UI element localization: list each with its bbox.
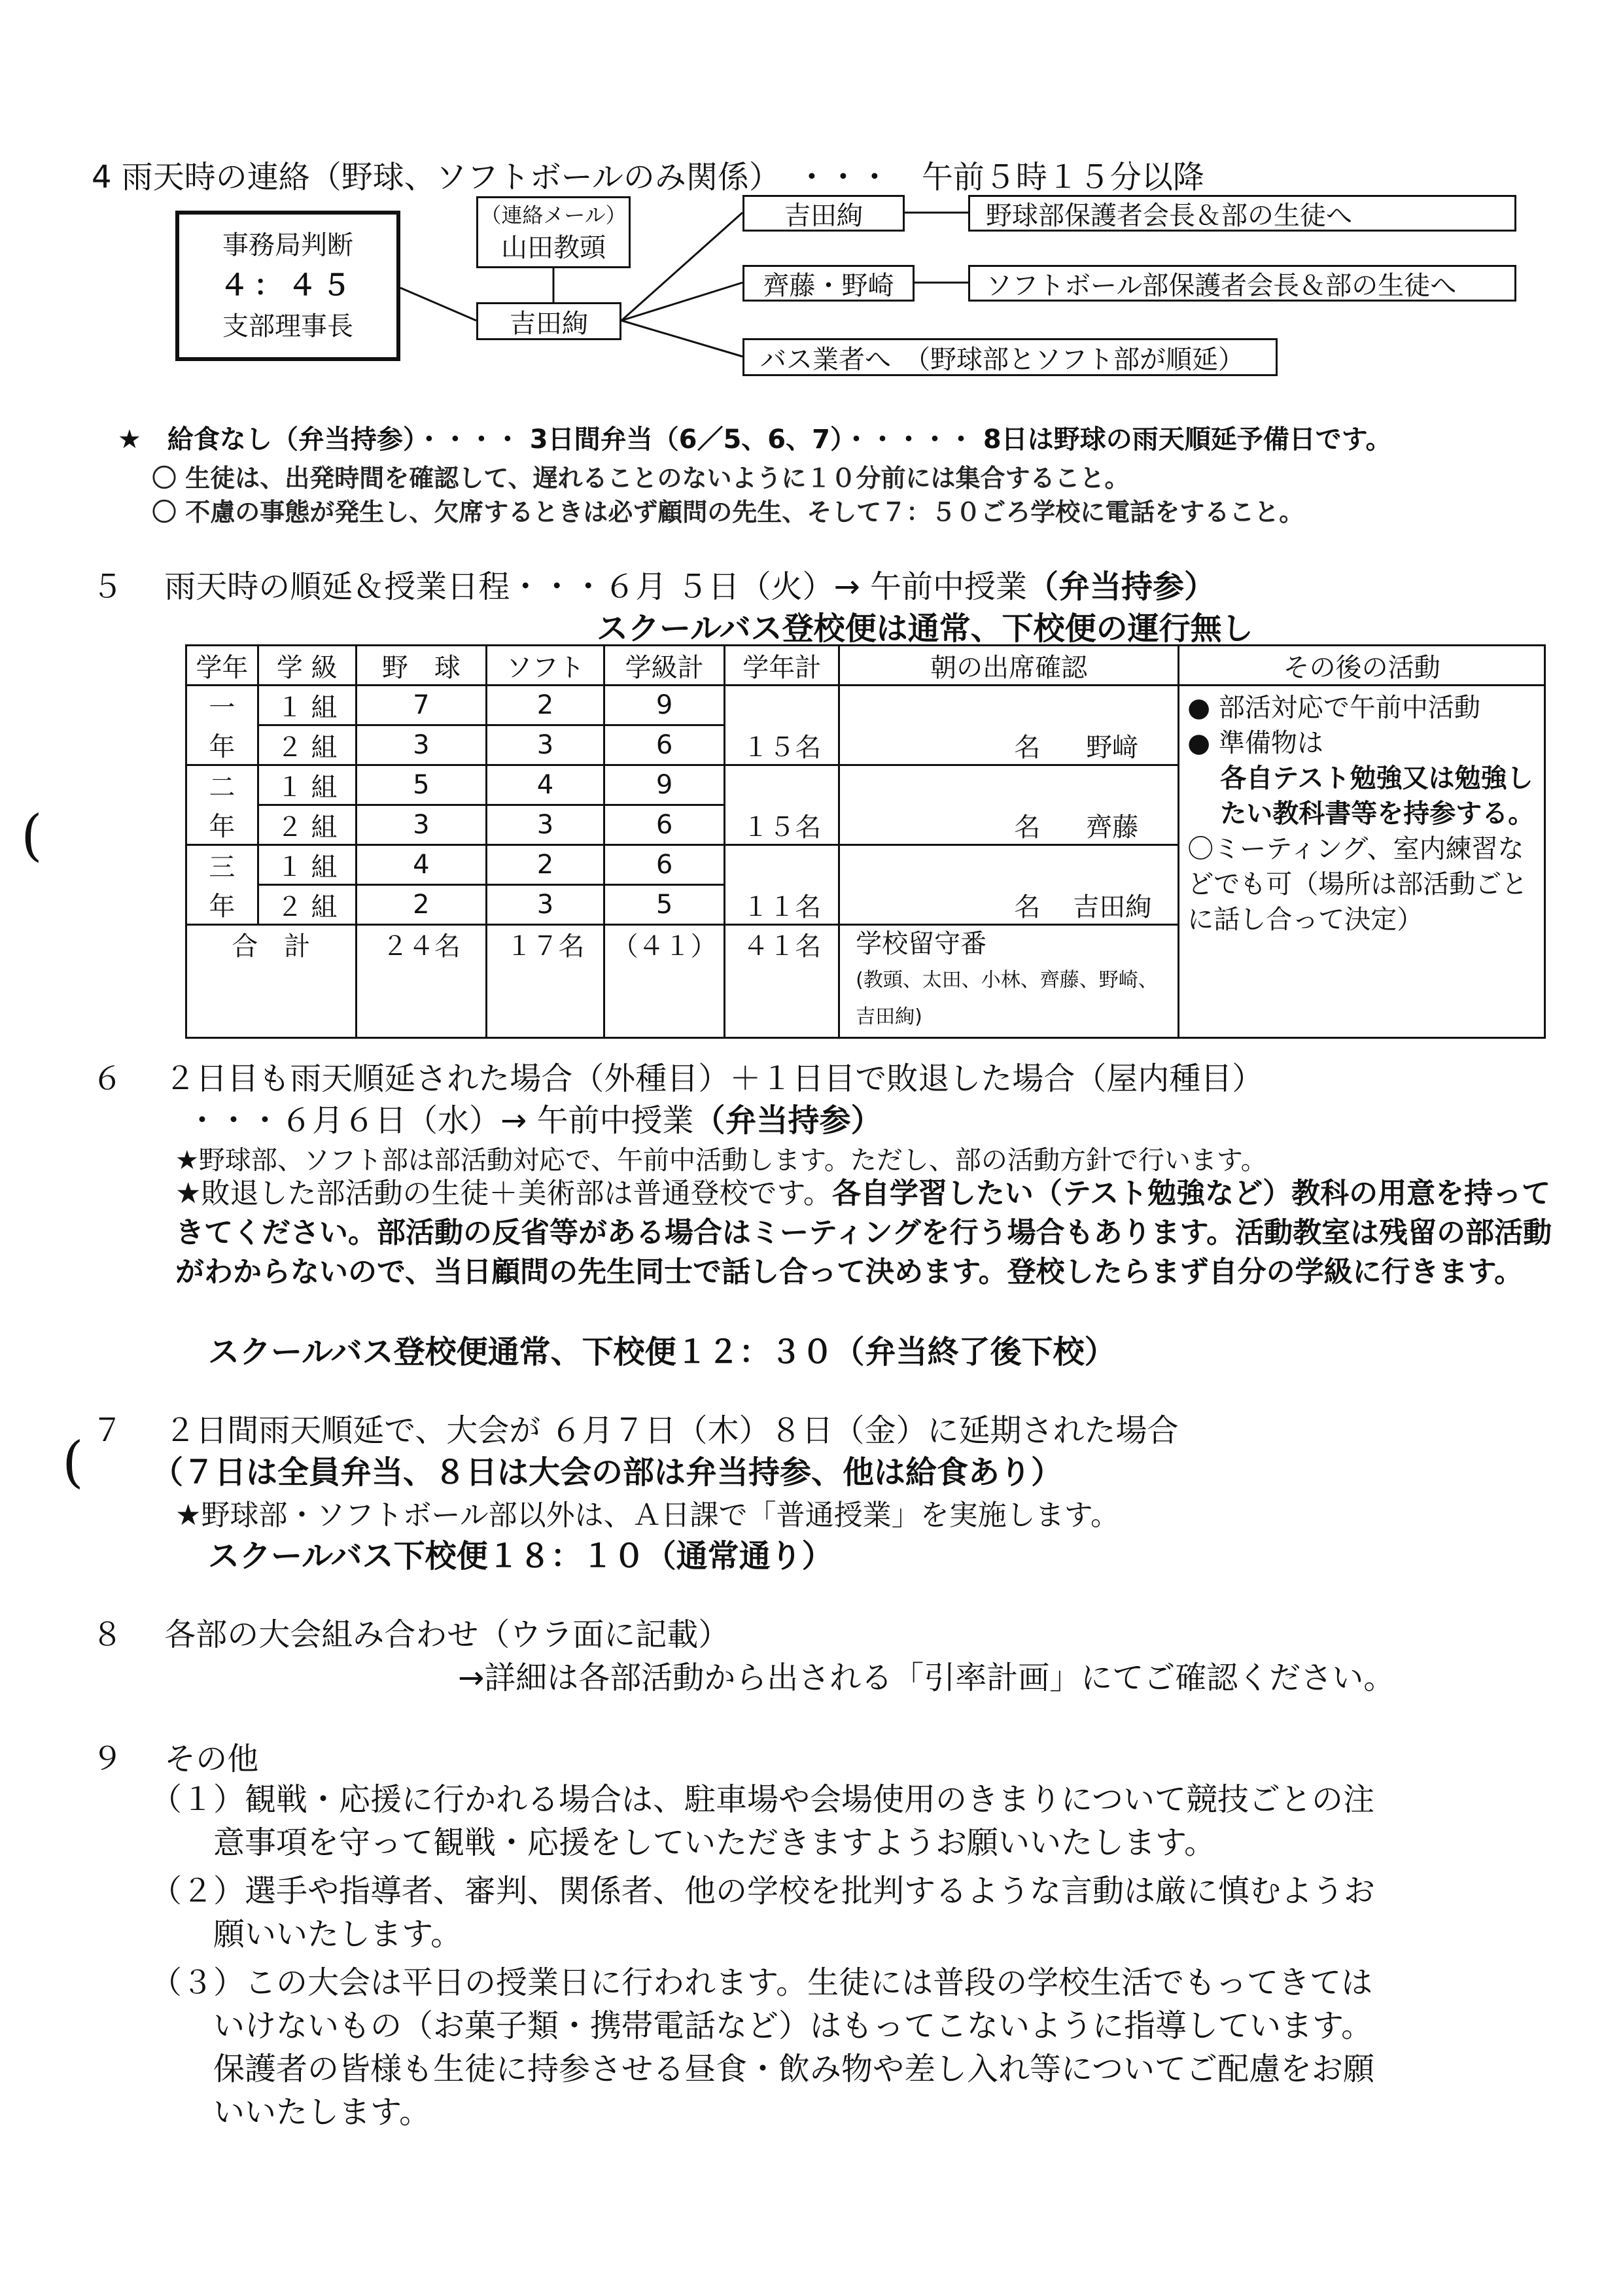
bus-company-box: バス業者へ （野球部とソフト部が順延）	[742, 338, 1278, 376]
softball-cell: 3	[487, 805, 604, 845]
item-number: （３）	[150, 1964, 245, 2001]
sec8-heading: ８ 各部の大会組み合わせ（ウラ面に記載）	[92, 1616, 730, 1653]
sec7-bus: スクールバス下校便１８：１０（通常通り）	[208, 1538, 833, 1574]
baseball-cell: 7	[356, 686, 487, 725]
checker-name: 吉田絢	[1073, 892, 1152, 922]
margin-mark: (	[21, 803, 43, 867]
item-text: 選手や指導者、審判、関係者、他の学校を批判するような言動は厳に慎むようお	[245, 1873, 1376, 1909]
grade-2-bottom: 年	[186, 805, 258, 845]
activity-cell	[1179, 686, 1545, 1038]
item-text-cont: 保護者の皆様も生徒に持参させる昼食・飲み物や差し入れ等についてご配慮をお願	[213, 2051, 1375, 2087]
count-unit: 名	[1014, 812, 1041, 843]
sec7-bold: （７日は全員弁当、８日は大会の部は弁当持参、他は給食あり）	[152, 1454, 1063, 1491]
grade-1-top: 一	[186, 686, 258, 725]
sum-baseball: ２４名	[356, 925, 487, 1038]
class-cell: １ 組	[258, 765, 356, 805]
sec6-sub	[186, 1095, 882, 1140]
mail-label: （連絡メール）	[480, 203, 627, 228]
softball-cell: 2	[487, 686, 604, 725]
item-text-cont: 願いいたします。	[213, 1916, 462, 1953]
sec6-p2a: ★敗退した部活動の生徒＋美術部は普通登校です。	[175, 1177, 832, 1210]
activity-item: ● 部活対応で午前中活動	[1187, 693, 1480, 723]
sec9-item-3	[150, 1961, 1374, 2134]
col-grade-total: 学年計	[725, 646, 839, 686]
sec8-detail: →詳細は各部活動から出される「引率計画」にてご確認ください。	[458, 1660, 1395, 1696]
sec5-heading	[92, 561, 1215, 606]
col-grade: 学年	[186, 646, 258, 686]
sec7-p1: ★野球部・ソフトボール部以外は、Ａ日課で「普通授業」を実施します。	[175, 1499, 1120, 1532]
softball-cell: 2	[487, 845, 604, 885]
attendance-cell	[839, 765, 1179, 845]
attendance-cell	[839, 686, 1179, 765]
baseball-target-box: 野球部保護者会長＆部の生徒へ	[968, 195, 1516, 232]
activity-item: 〇ミーティング、室内練習などでも可（場所は部活動ごとに話し合って決定）	[1187, 834, 1528, 935]
class-cell: １ 組	[258, 686, 356, 725]
saito-nozaki-box: 齊藤・野崎	[742, 265, 915, 302]
grade-total-cell: １５名	[725, 686, 839, 765]
softball-cell: 3	[487, 885, 604, 925]
col-class: 学 級	[258, 646, 356, 686]
col-activity: その後の活動	[1179, 646, 1545, 686]
softball-cell: 3	[487, 725, 604, 765]
sum-grade-total: ４１名	[725, 925, 839, 1038]
count-unit: 名	[1014, 733, 1041, 763]
class-total-cell: 5	[604, 885, 725, 925]
activity-item: 各自テスト勉強又は勉強したい教科書等を持参する。	[1220, 763, 1535, 829]
sec7-heading: ７ ２日間雨天順延で、大会が ６月７日（木）８日（金）に延期された場合	[92, 1412, 1179, 1449]
schedule-table	[185, 644, 1546, 1039]
note-absence: 〇 不慮の事態が発生し、欠席するときは必ず顧問の先生、そして７：５０ごろ学校に電話をすること。	[152, 498, 1304, 527]
class-total-cell: 9	[604, 686, 725, 725]
baseball-cell: 3	[356, 725, 487, 765]
grade-2-top: 二	[186, 765, 258, 805]
item-number: （２）	[150, 1873, 245, 1909]
yoshida-top-box: 吉田絢	[742, 195, 905, 232]
sec4-heading: 4 雨天時の連絡（野球、ソフトボールのみ関係） ・・・ 午前５時１５分以降	[92, 159, 1204, 196]
col-attendance: 朝の出席確認	[839, 646, 1179, 686]
sec6-sub-bold: （弁当持参）	[693, 1102, 882, 1139]
sec9-item-2	[150, 1870, 1375, 1956]
sec5-heading-bold: （弁当持参）	[1027, 568, 1216, 605]
table-row	[186, 686, 1545, 725]
sec5-bus-note: スクールバス登校便は通常、下校便の運行無し	[597, 610, 1253, 647]
softball-target-box: ソフトボール部保護者会長＆部の生徒へ	[968, 265, 1516, 302]
sum-class-total: （４１）	[604, 925, 725, 1038]
sec6-p1: ★野球部、ソフト部は部活動対応で、午前中活動します。ただし、部の活動方針で行います。	[175, 1145, 1267, 1175]
item-text-cont: 意事項を守って観戦・応援をしていただきますようお願いいたします。	[213, 1824, 1216, 1861]
note-gather: 〇 生徒は、出発時間を確認して、遅れることのないように１０分前には集合すること。	[152, 464, 1130, 493]
judge-box	[175, 211, 400, 361]
grade-3-top: 三	[186, 845, 258, 885]
judge-time: ４：４５	[220, 269, 356, 302]
judge-line3: 支部理事長	[222, 311, 353, 341]
class-total-cell: 9	[604, 765, 725, 805]
judge-line1: 事務局判断	[222, 230, 353, 260]
table-header-row	[186, 646, 1545, 686]
baseball-cell: 4	[356, 845, 487, 885]
class-total-cell: 6	[604, 845, 725, 885]
yoshida-center-box: 吉田絢	[476, 302, 621, 340]
vp-name: 山田教頭	[501, 233, 606, 263]
grade-3-bottom: 年	[186, 885, 258, 925]
sum-softball: １７名	[487, 925, 604, 1038]
sec9-heading: ９ その他	[92, 1741, 259, 1777]
class-cell: ２ 組	[258, 805, 356, 845]
class-cell: ２ 組	[258, 885, 356, 925]
sec9-item-1	[150, 1778, 1374, 1864]
item-text-cont: いいたします。	[213, 2094, 431, 2131]
sec6-p2	[175, 1174, 1556, 1292]
activity-item: ● 準備物は	[1187, 728, 1323, 758]
guard-cell	[839, 925, 1179, 1038]
count-unit: 名	[1014, 892, 1041, 922]
sec5-heading-text: ５ 雨天時の順延＆授業日程・・・６月 ５日（火）→ 午前中授業	[92, 568, 1027, 605]
col-softball: ソフト	[487, 646, 604, 686]
class-cell: ２ 組	[258, 725, 356, 765]
item-number: （１）	[150, 1781, 245, 1818]
sec6-sub-text: ・・・６月６日（水）→ 午前中授業	[186, 1102, 694, 1139]
softball-cell: 4	[487, 765, 604, 805]
col-class-total: 学級計	[604, 646, 725, 686]
class-total-cell: 6	[604, 725, 725, 765]
sec6-heading: ６ ２日目も雨天順延された場合（外種目）＋１日目で敗退した場合（屋内種目）	[92, 1060, 1264, 1097]
baseball-cell: 2	[356, 885, 487, 925]
item-text-cont: いけないもの（お菓子類・携帯電話など）はもってこないように指導しています。	[213, 2008, 1373, 2044]
margin-mark: (	[62, 1430, 84, 1494]
item-text: この大会は平日の授業日に行われます。生徒には普段の学校生活でもってきては	[245, 1964, 1373, 2001]
col-baseball: 野 球	[356, 646, 487, 686]
class-cell: １ 組	[258, 845, 356, 885]
sec6-p2b: 各自学習したい（テスト勉強など）教科の用意を持ってきてください。部活動の反省等がある場合はミーティングを行う場合もあります。活動教室は残留の部活動がわからないので、当日顧問の先生同士で話し合って決めます。登校したらまず自分の学級に行きます。	[175, 1177, 1552, 1289]
guard-names: (教頭、太田、小林、齊藤、野崎、吉田絢)	[856, 969, 1158, 1028]
sum-label: 合 計	[186, 925, 357, 1038]
vp-box	[476, 196, 631, 268]
sec6-bus: スクールバス登校便通常、下校便１２：３０（弁当終了後下校）	[208, 1334, 1116, 1370]
baseball-cell: 3	[356, 805, 487, 845]
grade-total-cell: １５名	[725, 765, 839, 845]
attendance-cell	[839, 845, 1179, 925]
grade-total-cell: １１名	[725, 845, 839, 925]
item-text: 観戦・応援に行かれる場合は、駐車場や会場使用のきまりについて競技ごとの注	[245, 1781, 1375, 1818]
checker-name: 齊藤	[1086, 812, 1139, 843]
baseball-cell: 5	[356, 765, 487, 805]
guard-label: 学校留守番	[856, 929, 987, 959]
class-total-cell: 6	[604, 805, 725, 845]
checker-name: 野﨑	[1086, 733, 1139, 763]
lunch-notice: ★ 給食なし（弁当持参）・・・・ 3日間弁当（6／5、6、7）・・・・・ 8日は野球の雨天順延予備日です。	[118, 425, 1392, 455]
grade-1-bottom: 年	[186, 725, 258, 765]
